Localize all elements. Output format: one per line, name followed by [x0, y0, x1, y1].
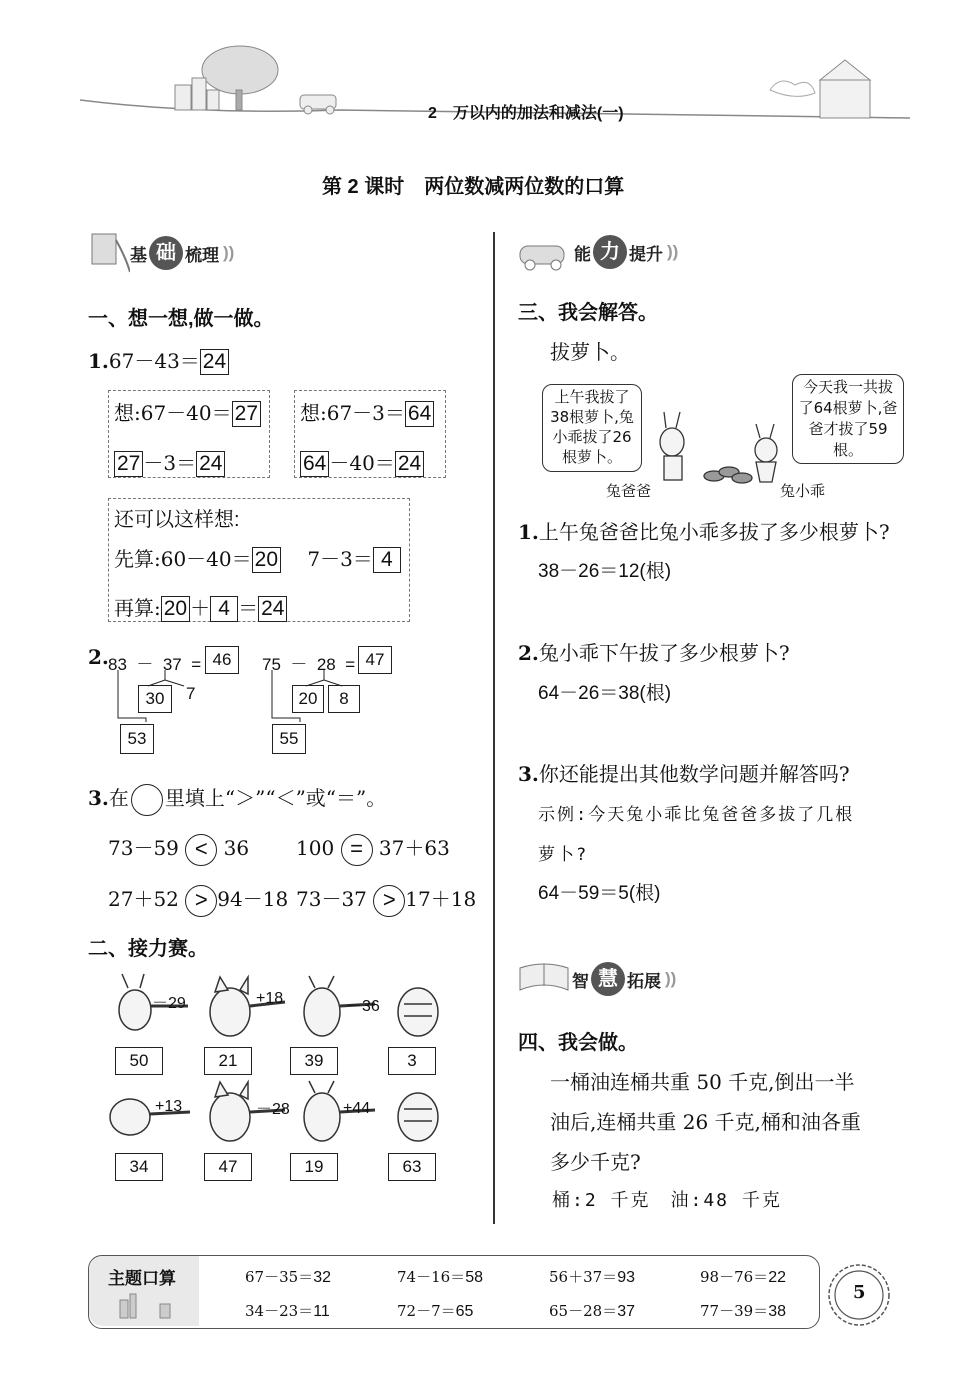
page-number: 5	[853, 1282, 866, 1303]
name-left: 兔爸爸	[606, 482, 652, 500]
part3-heading: 三、我会解答。	[518, 302, 658, 324]
section-badge-wisdom: 智 慧 拓展 ))	[516, 960, 676, 998]
p3-q1-answer: 38－26＝12(根)	[538, 561, 672, 582]
part1-heading: 一、想一想,做一做。	[88, 308, 274, 330]
rabbits-illustration	[644, 410, 794, 490]
section-badge-ability: 能 力 提升 ))	[516, 232, 678, 272]
p3-q2-answer: 64－26＝38(根)	[538, 683, 672, 704]
answer-box: 24	[200, 349, 229, 375]
footer-label: 主题口算	[108, 1269, 176, 1288]
tiger-icon-2	[398, 1093, 438, 1141]
section-badge-basic: 基 础 梳理 ))	[90, 232, 234, 274]
city-icon	[100, 1290, 190, 1320]
slide-icon	[90, 232, 130, 274]
name-right: 兔小乖	[780, 482, 826, 500]
p3-q3: 3.你还能提出其他数学问题并解答吗?	[518, 762, 850, 786]
tiger-icon	[398, 988, 438, 1036]
rabbit-child-icon	[755, 424, 777, 482]
part4-answer: 桶:2 千克 油:48 千克	[552, 1190, 782, 1211]
carrots-icon	[704, 467, 752, 483]
column-divider	[493, 232, 495, 1224]
rabbit-dad-icon	[660, 412, 684, 480]
circle-placeholder	[131, 784, 163, 816]
bubble-left: 上午我拔了38根萝卜,兔小乖拔了26根萝卜。	[542, 384, 642, 472]
q1-line: 1.67－43＝ 24	[88, 345, 229, 375]
q2-right-answer: 47	[358, 646, 392, 674]
q3-prompt: 3.在 里填上“＞”“＜”或“＝”。	[88, 782, 386, 816]
car-icon	[516, 232, 574, 272]
p3-q2: 2.兔小乖下午拔了多少根萝卜?	[518, 641, 790, 665]
books-icon	[516, 960, 572, 998]
part4-heading: 四、我会做。	[518, 1032, 638, 1054]
cloud-icon	[770, 81, 815, 96]
part2-heading: 二、接力赛。	[88, 938, 208, 960]
p3-q1: 1.上午兔爸爸比兔小乖多拔了多少根萝卜?	[518, 520, 890, 544]
part3-subtitle: 拔萝卜。	[550, 342, 630, 364]
lesson-title: 第 2 课时 两位数减两位数的口算	[322, 176, 625, 198]
q2-left-answer: 46	[205, 646, 239, 674]
chapter-header: 2 万以内的加法和减法(一)	[428, 105, 624, 122]
house-icon	[820, 60, 870, 118]
bubble-right: 今天我一共拔了64根萝卜,爸爸才拔了59根。	[792, 374, 904, 464]
